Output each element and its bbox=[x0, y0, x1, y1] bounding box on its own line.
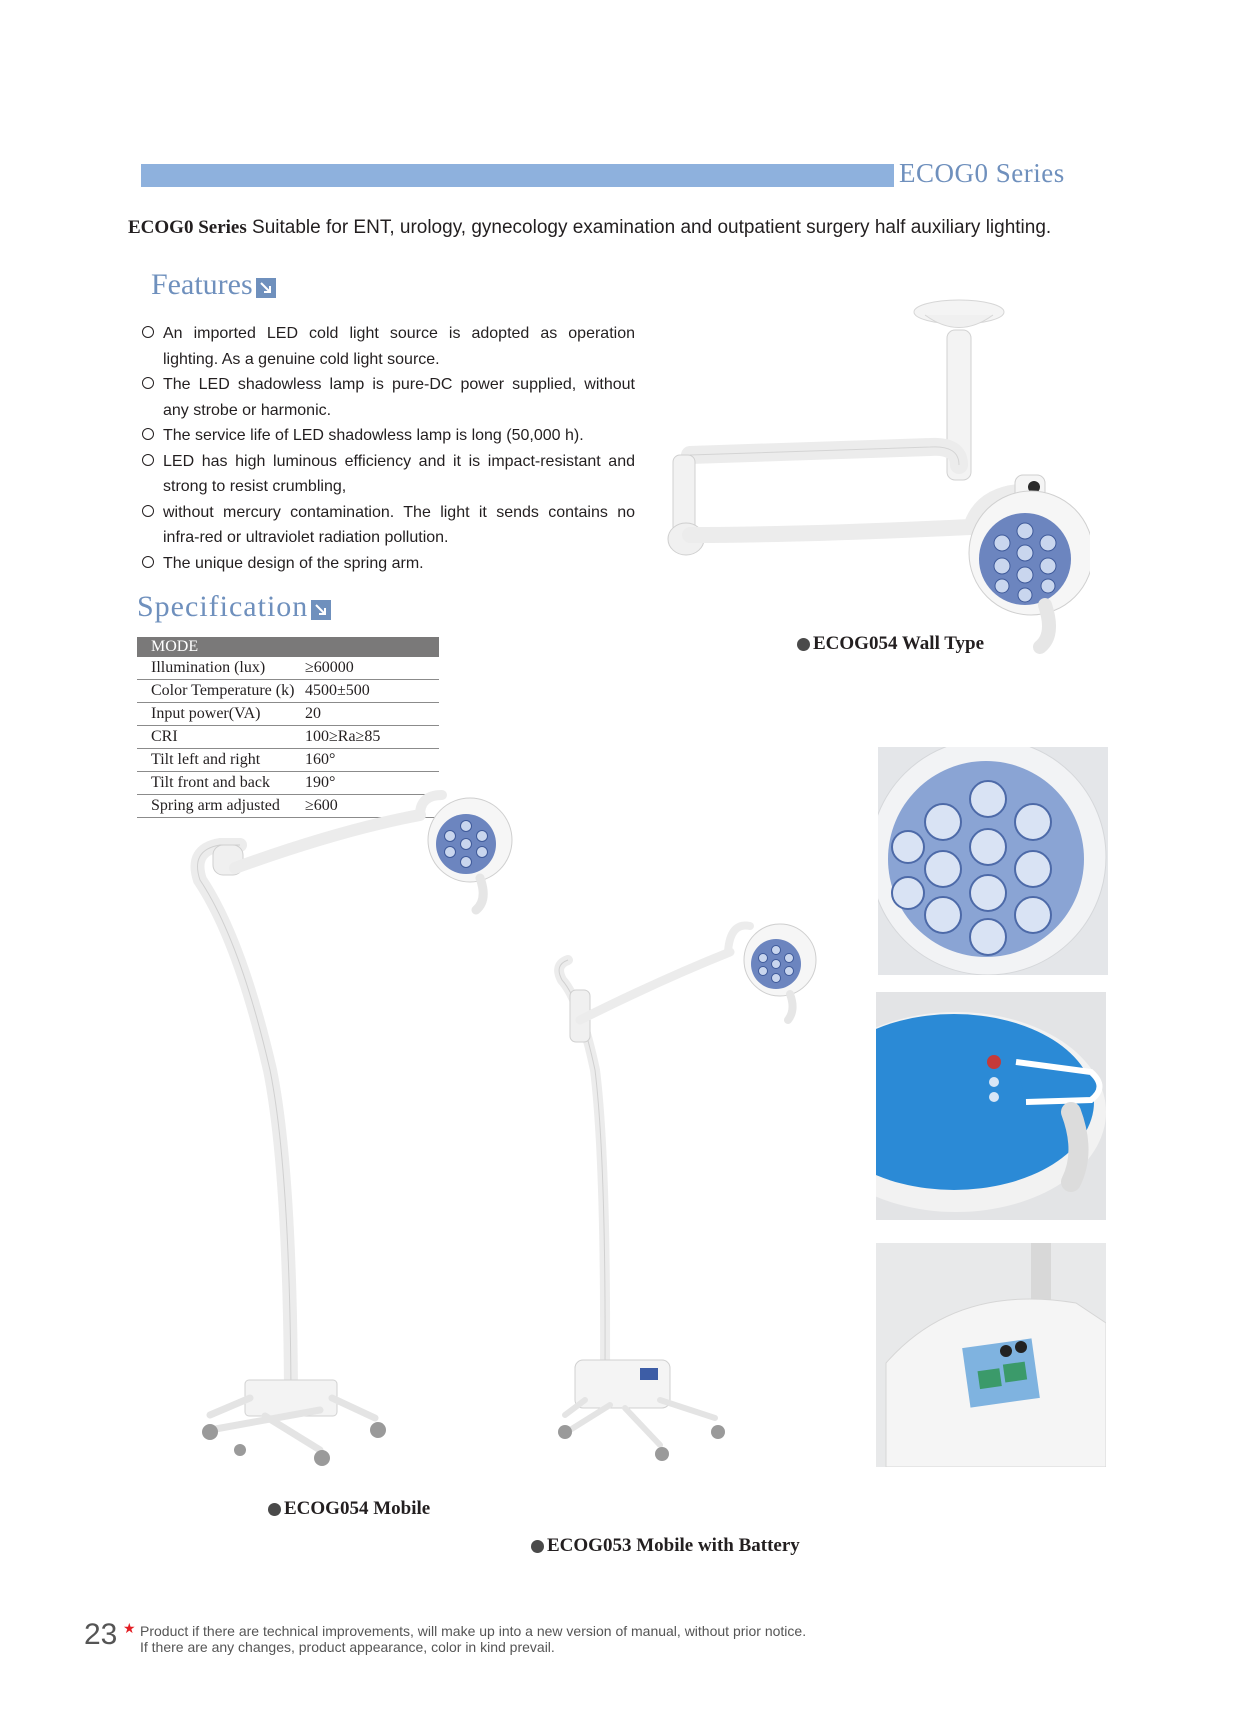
footer-line: If there are any changes, product appearance, color in kind prevail. bbox=[140, 1639, 555, 1655]
spec-label: CRI bbox=[137, 726, 303, 749]
spec-value: 160° bbox=[303, 749, 439, 772]
table-row bbox=[137, 703, 439, 726]
circle-bullet-icon bbox=[142, 377, 154, 389]
lamp-head-closeup-image bbox=[878, 747, 1108, 975]
caption-wall-type: ECOG054 Wall Type bbox=[797, 633, 984, 655]
spec-label: Illumination (lux) bbox=[137, 657, 303, 680]
spec-label: Tilt left and right bbox=[137, 749, 303, 772]
feature-item: LED has high luminous efficiency and it is impact-resistant and strong to resist crumbling, bbox=[141, 449, 635, 500]
feature-item: The service life of LED shadowless lamp is long (50,000 h). bbox=[141, 423, 635, 449]
table-row bbox=[137, 657, 439, 680]
page-number: 23 bbox=[84, 1618, 118, 1651]
circle-bullet-icon bbox=[142, 428, 154, 440]
caption-mobile-battery: ECOG053 Mobile with Battery bbox=[531, 1535, 800, 1557]
intro-lead: ECOG0 Series bbox=[128, 217, 247, 238]
features-title bbox=[151, 268, 276, 302]
specification-title-text: Specification bbox=[137, 590, 309, 623]
filled-circle-icon bbox=[531, 1540, 544, 1553]
table-row bbox=[137, 680, 439, 703]
spec-label: Color Temperature (k) bbox=[137, 680, 303, 703]
footer-line: Product if there are technical improvements, will make up into a new version of manual, without prior notice. bbox=[140, 1623, 807, 1639]
specification-title bbox=[137, 590, 331, 624]
spec-header: MODE bbox=[137, 637, 439, 657]
circle-bullet-icon bbox=[142, 326, 154, 338]
arrow-down-right-icon bbox=[311, 600, 331, 620]
feature-item: without mercury contamination. The light it sends contains no infra-red or ultraviolet radiation pollution. bbox=[141, 500, 635, 551]
features-list bbox=[141, 321, 635, 576]
spec-value: ≥60000 bbox=[303, 657, 439, 680]
filled-circle-icon bbox=[268, 1503, 281, 1516]
filled-circle-icon bbox=[797, 638, 810, 651]
arrow-down-right-icon bbox=[256, 278, 276, 298]
spec-value: 100≥Ra≥85 bbox=[303, 726, 439, 749]
wall-type-lamp-image bbox=[650, 295, 1090, 675]
spec-label: Tilt front and back bbox=[137, 772, 303, 795]
feature-item: An imported LED cold light source is adopted as operation lighting. As a genuine cold light source. bbox=[141, 321, 635, 372]
circle-bullet-icon bbox=[142, 556, 154, 568]
table-row bbox=[137, 726, 439, 749]
mobile-battery-lamp-image bbox=[550, 910, 870, 1480]
spec-value: 20 bbox=[303, 703, 439, 726]
star-icon: ★ bbox=[123, 1620, 136, 1636]
features-title-text: Features bbox=[151, 268, 253, 301]
spec-label: Input power(VA) bbox=[137, 703, 303, 726]
feature-item: The unique design of the spring arm. bbox=[141, 551, 635, 577]
intro-text bbox=[128, 217, 1051, 239]
spec-value: ≥600 bbox=[303, 795, 439, 818]
intro-description: Suitable for ENT, urology, gynecology examination and outpatient surgery half auxiliary lighting. bbox=[246, 217, 1052, 238]
battery-box-closeup-image bbox=[876, 1243, 1106, 1467]
footer-notice bbox=[140, 1623, 806, 1655]
spec-value: 190° bbox=[303, 772, 439, 795]
circle-bullet-icon bbox=[142, 454, 154, 466]
mobile-lamp-image bbox=[180, 790, 560, 1470]
series-title: ECOG0 Series bbox=[899, 158, 1065, 188]
control-panel-closeup-image bbox=[876, 992, 1106, 1220]
caption-mobile: ECOG054 Mobile bbox=[268, 1498, 430, 1520]
header-band bbox=[141, 164, 894, 187]
spec-label: Spring arm adjusted bbox=[137, 795, 303, 818]
feature-item: The LED shadowless lamp is pure-DC power supplied, without any strobe or harmonic. bbox=[141, 372, 635, 423]
circle-bullet-icon bbox=[142, 505, 154, 517]
spec-value: 4500±500 bbox=[303, 680, 439, 703]
spec-header-row bbox=[137, 637, 439, 657]
table-row bbox=[137, 749, 439, 772]
